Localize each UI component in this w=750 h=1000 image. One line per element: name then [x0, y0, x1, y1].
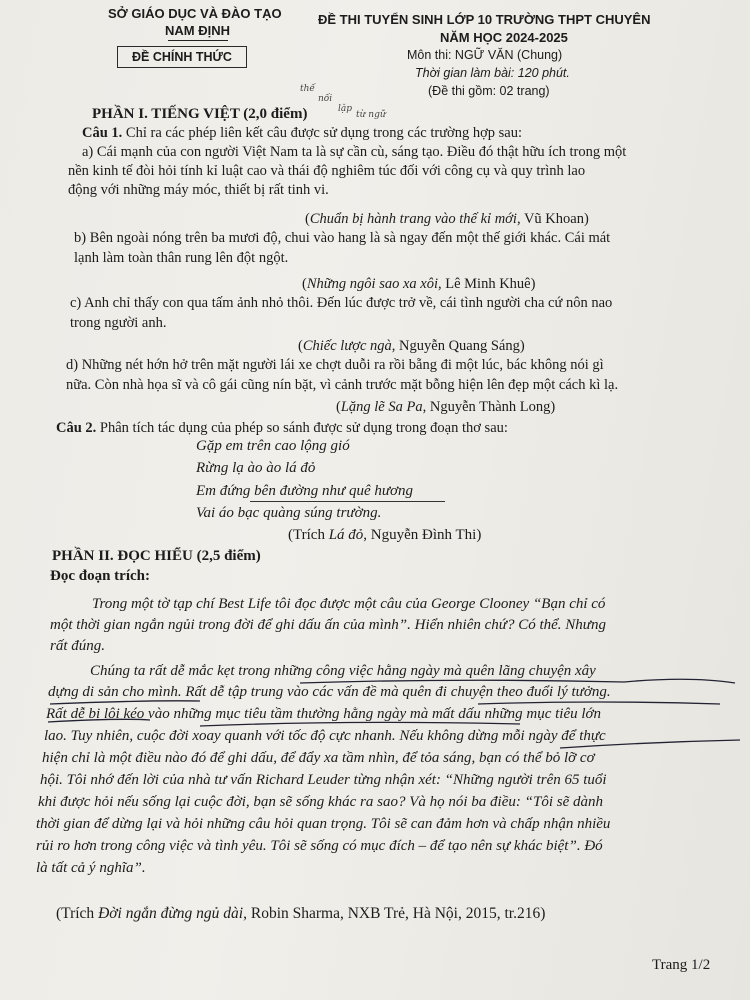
- passage-source: [56, 905, 545, 923]
- handwritten-note-1: thế: [300, 84, 315, 94]
- pen-underline-3: [478, 702, 720, 704]
- pen-underline-6: [560, 740, 740, 748]
- item-b-source-author: , Lê Minh Khuê): [438, 276, 536, 292]
- item-d-line2: nữa. Còn nhà họa sĩ và cô gái cũng nín bặt, vì cảnh trước mặt bỗng hiện lên đẹp một cách kì lạ.: [66, 377, 619, 393]
- official-exam-label: ĐỀ CHÍNH THỨC: [117, 46, 247, 68]
- item-a-source-author: , Vũ Khoan): [516, 211, 589, 227]
- passage-p2-line9: rủi ro hơn trong công việc và tình yêu. Tôi sẽ sống có mục đích – để tạo nên sự khác biệt”. Đó: [36, 838, 603, 854]
- exam-title: ĐỀ THI TUYỂN SINH LỚP 10 TRƯỜNG THPT CHUYÊN: [318, 12, 651, 27]
- pen-underline-1: [300, 679, 735, 683]
- pen-underline-4: [200, 722, 520, 726]
- handwritten-note-3: lặp: [338, 104, 353, 114]
- passage-p2-line8: thời gian để dừng lại và hỏi những câu hỏi quan trọng. Tôi sẽ can đảm hơn và chấp nhận nhiều: [36, 816, 611, 832]
- item-a-source: (Chuẩn bị hành trang vào thế kỉ mới, Vũ Khoan): [305, 211, 589, 227]
- question1-text: Chỉ ra các phép liên kết câu được sử dụng trong các trường hợp sau:: [125, 125, 522, 141]
- item-c-source-title: Chiếc lược ngà: [302, 338, 392, 354]
- passage-p1-line1: Trong một tờ tạp chí Best Life tôi đọc được một câu của George Clooney “Bạn chỉ có: [92, 596, 606, 612]
- pages-note: (Đề thi gồm: 02 trang): [428, 84, 550, 98]
- province-name: NAM ĐỊNH: [165, 23, 230, 38]
- passage-p1-line3: rất đúng.: [50, 638, 106, 654]
- pen-underline-2: [50, 701, 200, 704]
- department-name: SỞ GIÁO DỤC VÀ ĐÀO TẠO: [108, 6, 282, 21]
- item-b-line2: lạnh làm toàn thân rung lên đột ngột.: [74, 250, 289, 266]
- poem-source-prefix: (Trích: [288, 527, 329, 543]
- item-c-source-author: , Nguyễn Quang Sáng): [391, 338, 525, 354]
- passage-p2-line1: Chúng ta rất dễ mắc kẹt trong những công việc hằng ngày mà quên lãng chuyện xây: [90, 663, 596, 679]
- poem-source-author: , Nguyễn Đình Thi): [363, 527, 482, 543]
- passage-p2-line2: dựng di sản cho mình. Rất dễ tập trung vào các vấn đề mà quên đi chuyện theo đuổi lý tưởng.: [48, 684, 611, 700]
- question2-label: Câu 2.: [56, 420, 97, 436]
- passage-source-title: Đời ngắn đừng ngủ dài: [98, 905, 244, 922]
- question1-label: Câu 1.: [82, 125, 123, 141]
- item-b-line1: b) Bên ngoài nóng trên ba mươi độ, chui vào hang là sà ngay đến một thế giới khác. Cái mát: [74, 230, 611, 246]
- passage-p2-line6: hội. Tôi nhớ đến lời của nhà tư vấn Richard Leuder từng nhận xét: “Những người trên 65 tuổi: [40, 772, 607, 788]
- item-a-line1: a) Cái mạnh của con người Việt Nam ta là sự cần cù, sáng tạo. Điều đó thật hữu ích trong một: [82, 144, 627, 160]
- item-a-line2: nền kinh tế đòi hỏi tính kỉ luật cao và thái độ nghiêm túc đối với công cụ và quy trình lao: [68, 163, 586, 179]
- handwritten-note-2: nối: [318, 94, 333, 104]
- passage-p1-line2: một thời gian ngắn ngủi trong đời để ghi dấu ấn của mình”. Hiển nhiên chứ? Có thể. Nhưng: [50, 617, 606, 633]
- item-a-source-title: Chuẩn bị hành trang vào thế kỉ mới: [309, 211, 517, 227]
- passage-source-rest: , Robin Sharma, NXB Trẻ, Hà Nội, 2015, tr.216): [243, 905, 546, 922]
- pen-underline-5: [48, 719, 150, 722]
- part1-title: PHẦN I. TIẾNG VIỆT (2,0 điểm): [92, 106, 308, 122]
- passage-p2-line5: hiện chỉ là một điều nào đó để ghi dấu, để đẩy xa tầm nhìn, để tỏa sáng, bạn có thể bỏ lỡ cơ: [42, 750, 595, 766]
- poem-line-4: Vai áo bạc quàng súng trường.: [196, 505, 382, 521]
- poem-line-1: Gặp em trên cao lộng gió: [196, 438, 350, 454]
- item-d-source-author: , Nguyễn Thành Long): [422, 399, 556, 415]
- passage-p2-line3: Rất dễ bị lôi kéo vào những mục tiêu tầm thường hằng ngày mà mất dấu những mục tiêu lớn: [46, 706, 602, 722]
- handwritten-note-4: từ ngữ: [356, 110, 386, 120]
- read-label: Đọc đoạn trích:: [50, 568, 150, 584]
- passage-p2-line4: lao. Tuy nhiên, cuộc đời xoay quanh với tốc độ cực nhanh. Nếu không dừng mỗi ngày để thực: [44, 728, 606, 744]
- passage-p2-line10: là tất cả ý nghĩa”.: [36, 860, 146, 876]
- item-c-source: (Chiếc lược ngà, Nguyễn Quang Sáng): [298, 338, 525, 354]
- school-year: NĂM HỌC 2024-2025: [440, 30, 568, 45]
- item-a-line3: động với những máy móc, thiết bị rất tinh vi.: [68, 182, 329, 198]
- item-b-source-title: Những ngôi sao xa xôi: [306, 276, 438, 292]
- passage-p2-line7: khi được hỏi nếu sống lại cuộc đời, bạn sẽ sống khác ra sao? Và họ nói ba điều: “Tôi sẽ dành: [38, 794, 603, 810]
- poem-line-2: Rừng lạ ào ào lá đỏ: [196, 460, 316, 476]
- item-c-line1: c) Anh chỉ thấy con qua tấm ảnh nhỏ thôi. Đến lúc được trở về, cái tình người cha cứ nôn nao: [70, 295, 613, 311]
- subject: Môn thi: NGỮ VĂN (Chung): [407, 48, 563, 62]
- item-d-source-title: Lặng lẽ Sa Pa: [340, 399, 423, 415]
- passage-source-prefix: (Trích: [56, 905, 99, 922]
- poem-source-title: Lá đỏ: [328, 527, 364, 543]
- item-c-line2: trong người anh.: [70, 315, 167, 331]
- question2-text: Phân tích tác dụng của phép so sánh được sử dụng trong đoạn thơ sau:: [99, 420, 508, 436]
- item-b-source: (Những ngôi sao xa xôi, Lê Minh Khuê): [302, 276, 536, 292]
- item-d-source: (Lặng lẽ Sa Pa, Nguyễn Thành Long): [336, 399, 556, 415]
- item-d-line1: d) Những nét hớn hở trên mặt người lái xe chợt duỗi ra rồi bẵng đi một lúc, bác không nói gì: [66, 357, 604, 373]
- duration: Thời gian làm bài: 120 phút.: [415, 66, 570, 80]
- page-number: Trang 1/2: [652, 957, 711, 973]
- poem-line-3: Em đứng bên đường như quê hương: [196, 483, 414, 499]
- part2-title: PHẦN II. ĐỌC HIỂU (2,5 điểm): [52, 548, 261, 564]
